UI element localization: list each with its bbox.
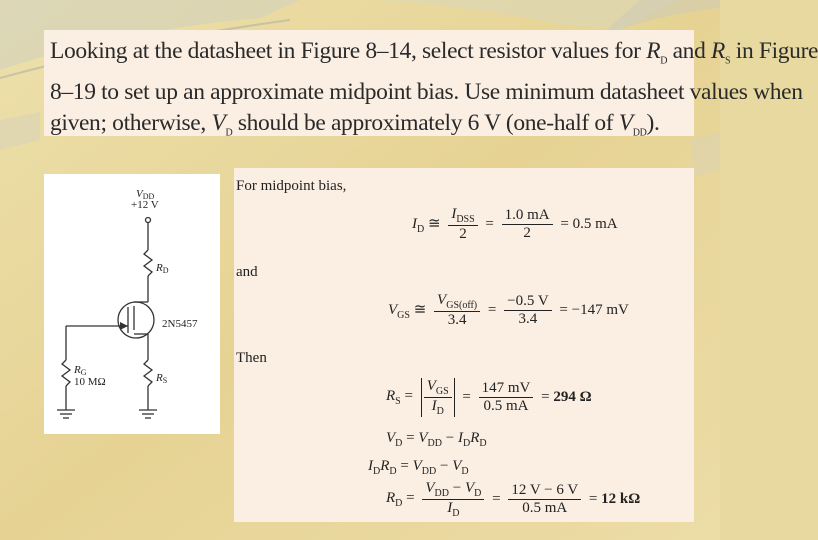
rg-value: 10 MΩ xyxy=(74,376,106,388)
equation-vd: $V_D = V_{DD} - I_DR_D$ xyxy=(386,430,487,449)
vd-symbol: V xyxy=(211,109,226,136)
eq3-fraction xyxy=(479,380,534,415)
eq3-absolute-value xyxy=(421,378,455,417)
eq1-fraction-1 xyxy=(448,206,477,243)
eq6-f2-num: 12 V − 6 V xyxy=(511,482,579,498)
rs-label: RS xyxy=(156,372,168,385)
eq2-fraction-2 xyxy=(504,293,552,328)
vdd-label: VDD xyxy=(136,188,155,201)
eq1-lhs: I xyxy=(412,216,417,232)
rs-subscript: S xyxy=(725,55,731,67)
eq2-fraction-1 xyxy=(434,292,480,329)
eq6-result: 12 kΩ xyxy=(601,491,641,507)
eq6-lhs-sub: D xyxy=(395,498,403,509)
eq6-fraction-2 xyxy=(508,482,581,517)
problem-line-1 xyxy=(50,36,818,77)
eq2-f2-num: −0.5 V xyxy=(507,293,549,309)
rd-label: RD xyxy=(156,262,169,275)
jfet-schematic xyxy=(44,174,220,434)
rg-label: RG xyxy=(74,364,87,377)
eq2-result: = −147 mV xyxy=(559,302,629,318)
eq1-f2-den: 2 xyxy=(502,224,553,242)
eq3-abs-num-sub: GS xyxy=(435,386,449,397)
eq3-abs-num: V xyxy=(426,378,436,394)
vdd-value: +12 V xyxy=(131,199,159,211)
eq3-result: 294 Ω xyxy=(553,389,592,405)
transistor-label: 2N5457 xyxy=(162,318,198,330)
eq3-abs-den: I xyxy=(431,398,437,414)
rd-symbol: R xyxy=(646,38,661,64)
eq6-f2-den: 0.5 mA xyxy=(508,499,581,517)
problem-text: ). xyxy=(646,109,660,136)
eq1-f2-num: 1.0 mA xyxy=(504,207,550,223)
eq2-lhs-sub: GS xyxy=(397,310,410,321)
problem-statement xyxy=(44,30,818,139)
problem-text: given; otherwise, xyxy=(50,109,212,136)
problem-text: Looking at the datasheet in Figure 8–14, select resistor values for xyxy=(50,38,647,64)
equation-rs: $R_S$ = $\frac{V_{GS}}{I_D}$ = $\frac{147 mV}{0.5 mA}$ = 294 Ω xyxy=(386,378,592,417)
eq2-f1-den: 3.4 xyxy=(434,311,480,329)
intro-text: For midpoint bias, xyxy=(236,178,347,194)
eq3-abs-den-sub: D xyxy=(436,406,444,417)
eq2-lhs: V xyxy=(388,302,398,318)
rs-symbol: R xyxy=(711,38,726,64)
eq3-f-num: 147 mV xyxy=(481,380,531,396)
eq1-f1-num-sub: DSS xyxy=(456,214,475,225)
problem-text: and xyxy=(667,38,712,64)
eq2-f1-num-sub: GS(off) xyxy=(446,300,478,311)
eq3-f-den: 0.5 mA xyxy=(479,397,534,415)
eq1-f1-den: 2 xyxy=(448,225,477,243)
then-text: Then xyxy=(236,350,267,366)
eq2-f2-den: 3.4 xyxy=(504,310,552,328)
equation-rd: $R_D$ = $\frac{V_{DD} - V_D}{I_D}$ = $\frac{12 V - 6 V}{0.5 mA}$ = 12 kΩ xyxy=(386,480,641,519)
problem-line-2: 8–19 to set up an approximate midpoint bias. Use minimum datasheet values when xyxy=(50,78,803,105)
vdd-symbol: V xyxy=(618,109,633,136)
eq1-f1-num: I xyxy=(451,206,457,222)
problem-text: in Figure xyxy=(730,38,818,64)
vdd-subscript: DD xyxy=(632,127,647,139)
equation-idrd: $I_DR_D = V_{DD} - V_D$ xyxy=(368,458,469,477)
eq2-f1-num: V xyxy=(437,292,447,308)
eq6-fraction-1: $\frac{V_{DD} - V_D}{I_D}$ xyxy=(422,480,484,519)
equation-id: $I_D$ ≅ $\frac{I_{DSS}}{2}$ = $\frac{1.0 mA}{2}$ = 0.5 mA xyxy=(412,206,618,242)
problem-line-3 xyxy=(50,108,688,149)
problem-text: should be approximately 6 V (one-half of xyxy=(232,109,619,136)
solution-panel xyxy=(234,168,694,522)
eq3-lhs: R xyxy=(386,388,396,404)
eq6-lhs: R xyxy=(386,490,396,506)
eq1-rel: ≅ xyxy=(427,216,441,232)
circuit-diagram xyxy=(44,174,220,434)
equation-vgs: $V_{GS}$ ≅ $\frac{V_{GS(off)}}{3.4}$ = $\frac{-0.5 V}{3.4}$ = −147 mV xyxy=(388,292,629,328)
vd-subscript: D xyxy=(225,127,233,139)
eq1-fraction-2 xyxy=(502,207,553,242)
rd-subscript: D xyxy=(660,55,668,67)
and-text: and xyxy=(236,264,258,280)
eq2-rel: ≅ xyxy=(413,302,427,318)
eq3-lhs-sub: S xyxy=(395,396,401,407)
eq1-result: = 0.5 mA xyxy=(560,216,618,232)
eq1-lhs-sub: D xyxy=(417,224,425,235)
